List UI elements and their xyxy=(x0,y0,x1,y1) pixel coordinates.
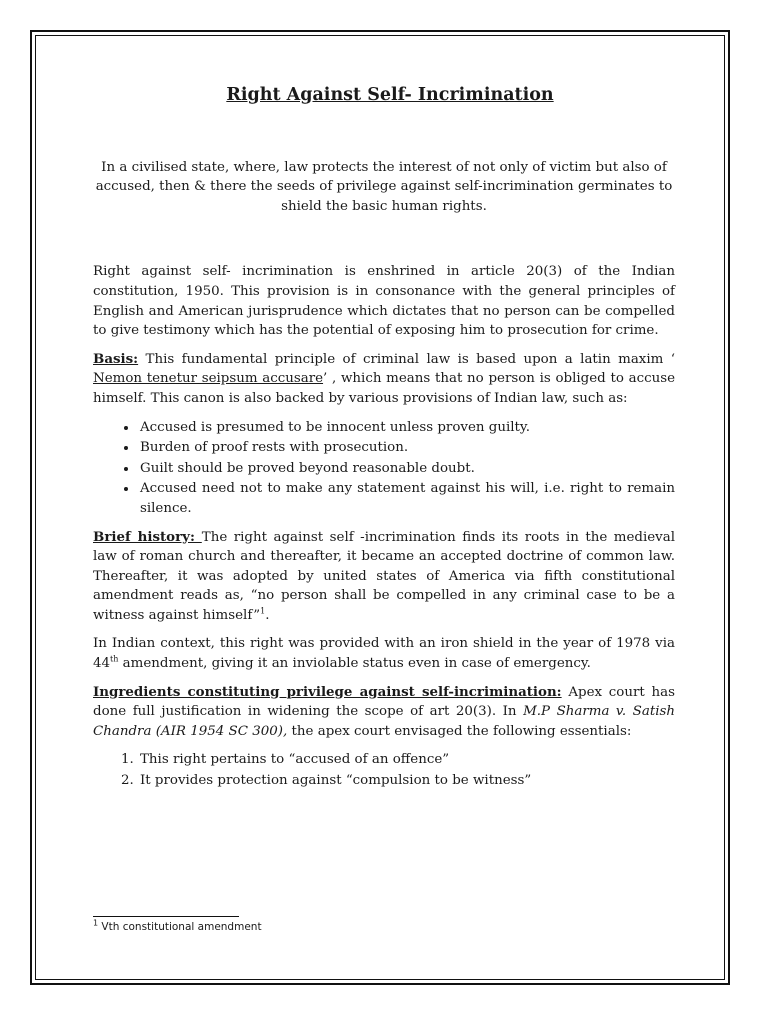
basis-text-before: This fundamental principle of criminal law is based upon a latin maxim ‘ xyxy=(138,351,675,367)
paragraph-enshrined: Right against self- incrimination is enshrined in article 20(3) of the Indian constitution, 1950. This provision is in consonance with the general principles of English and American jurisprudence which dictates that no person can be compelled to give testimony which has the potential of exposing him to prosecution for crime. xyxy=(93,264,675,339)
principles-list xyxy=(93,418,675,519)
basis-text-after: ’ , which means that no person is obliged to accuse himself. This canon is also backed by various provisions of Indian law, such as: xyxy=(93,371,676,406)
footnote-separator xyxy=(93,916,239,917)
indian-context-after: amendment, giving it an inviolable status even in case of emergency. xyxy=(118,656,591,672)
paragraph-history: Brief history: The right against self -incrimination finds its roots in the medieval law of roman church and thereafter, it became an accepted doctrine of common law. Thereafter, it was adopted by united states of America via fifth constitutional amendment reads as, “no person shall be compelled in any criminal case to be a witness against himself”$^1$. xyxy=(93,528,675,623)
list-item: • Guilt should be proved beyond reasonable doubt. xyxy=(138,459,675,479)
paragraph-ingredients xyxy=(93,683,675,742)
basis-label: Basis: xyxy=(93,350,139,367)
list-item: • Burden of proof rests with prosecution. xyxy=(138,438,675,458)
list-item: 1. This right pertains to “accused of an offence” xyxy=(138,750,675,770)
ingredients-text-before: Apex court has done full justification in widening the scope of art 20(3). In xyxy=(93,684,675,720)
footnote xyxy=(93,920,262,934)
ingredients-text-after: the apex court envisaged the following essentials: xyxy=(287,723,632,739)
page-title: Right Against Self- Incrimination xyxy=(226,85,554,105)
history-label: Brief history: xyxy=(93,528,202,545)
case-citation: M.P Sharma v. Satish Chandra (AIR 1954 SC 300), xyxy=(93,704,675,739)
list-item: • Accused is presumed to be innocent unless proven guilty. xyxy=(138,418,675,438)
indian-context-before: In Indian context, this right was provided with an iron shield in the year of 1978 via 44 xyxy=(93,636,675,672)
document-body xyxy=(93,86,675,792)
essentials-list xyxy=(93,750,675,790)
paragraph-indian-context xyxy=(93,634,675,673)
footnote-number: 1 xyxy=(93,918,99,928)
ordinal-suffix: th xyxy=(110,654,119,664)
history-text: The right against self -incrimination finds its roots in the medieval law of roman church and thereafter, it became an accepted doctrine of common law. Thereafter, it was adopted by united states of America via fifth constitutional amendment reads as, “no person shall be compelled in any criminal case to be a witness against himself” xyxy=(93,529,675,623)
ingredients-label: Ingredients constituting privilege against self-incrimination: xyxy=(93,683,562,700)
paragraph-basis xyxy=(93,350,675,409)
footnote-ref[interactable]: 1 xyxy=(260,606,266,616)
footnote-text: Vth constitutional amendment xyxy=(98,921,262,933)
intro-paragraph: In a civilised state, where, law protects the interest of not only of victim but also of accused, then & there the seeds of privilege against self-incrimination germinates to shield the basic human rights. xyxy=(95,159,673,214)
latin-maxim: Nemon tenetur seipsum accusare xyxy=(93,371,324,387)
list-item: • Accused need not to make any statement against his will, i.e. right to remain silence. xyxy=(138,479,675,518)
list-item: 2. It provides protection against “compulsion to be witness” xyxy=(138,771,675,791)
